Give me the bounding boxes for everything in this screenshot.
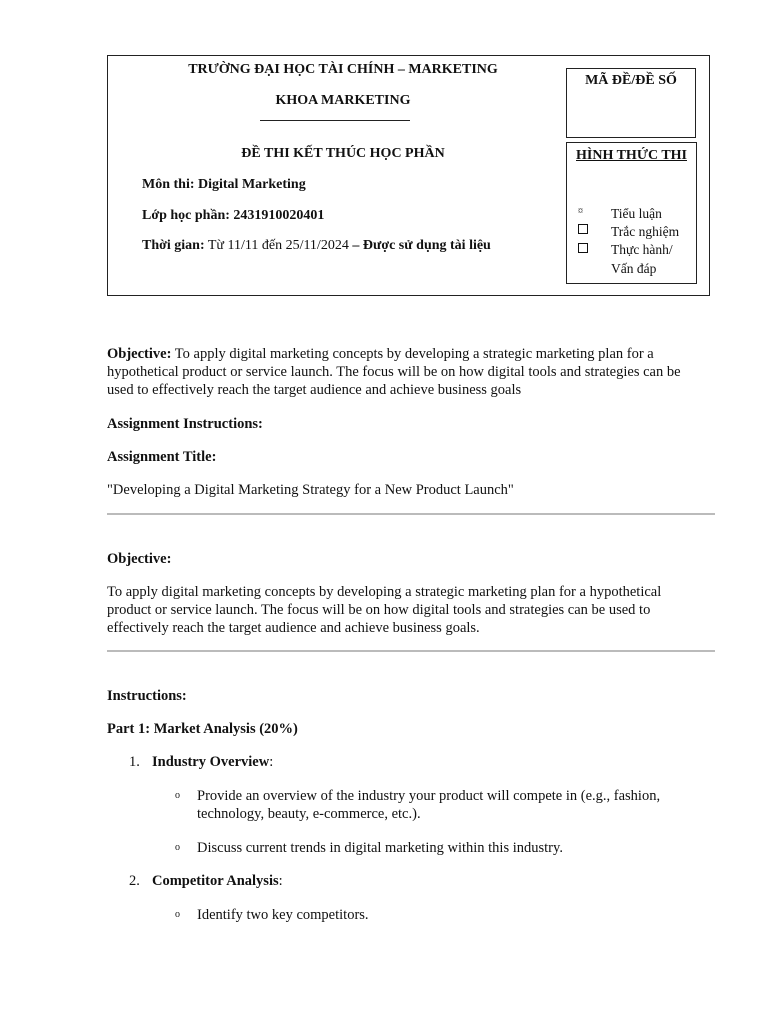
- item2-title: Competitor Analysis: [152, 873, 279, 889]
- format-option-multiple-choice: Trắc nghiệm: [611, 224, 680, 239]
- objective-paragraph: [107, 345, 727, 363]
- item2-heading: [152, 872, 283, 890]
- time-label: Thời gian:: [142, 238, 205, 253]
- time-value: Từ 11/11 đến 25/11/2024: [207, 238, 349, 253]
- format-option-essay: Tiểu luận: [611, 206, 662, 221]
- instructions-heading: Instructions:: [107, 688, 187, 704]
- bullet1b-text: Discuss current trends in digital marketing within this industry.: [197, 840, 563, 856]
- item2-number: 2.: [129, 873, 140, 889]
- subject-line: [142, 177, 306, 193]
- part1-heading: Part 1: Market Analysis (20%): [107, 721, 298, 737]
- exam-code-label: MÃ ĐỀ/ĐỀ SỐ: [585, 73, 677, 88]
- objective2-line-2: product or service launch. The focus will be on how digital tools and strategies can be used to: [107, 602, 651, 618]
- section-divider-2: [107, 650, 715, 652]
- class-value: 2431910020401: [233, 208, 325, 223]
- university-name: TRƯỜNG ĐẠI HỌC TÀI CHÍNH – MARKETING: [188, 62, 498, 77]
- bullet1a-line-2: technology, beauty, e-commerce, etc.).: [197, 806, 421, 822]
- essay-bullet-icon: ¤: [578, 206, 583, 217]
- bullet1a-line-1: Provide an overview of the industry your product will compete in (e.g., fashion,: [197, 788, 661, 804]
- bullet-icon: o: [175, 790, 180, 801]
- item1-number: 1.: [129, 754, 140, 770]
- assignment-instructions-heading: Assignment Instructions:: [107, 416, 263, 432]
- item1-colon: :: [269, 754, 274, 770]
- class-line: [142, 208, 324, 224]
- time-note: – Được sử dụng tài liệu: [352, 238, 491, 253]
- subject-label: Môn thi:: [142, 177, 195, 192]
- exam-format-label: HÌNH THỨC THI: [576, 148, 687, 163]
- format-option-oral: Vấn đáp: [611, 261, 657, 276]
- item1-heading: [152, 753, 273, 771]
- objective-text-1: To apply digital marketing concepts by developing a strategic marketing plan for a: [174, 346, 654, 362]
- practical-oral-checkbox[interactable]: [578, 243, 588, 253]
- objective-label: Objective:: [107, 346, 172, 362]
- faculty-underline: [260, 120, 410, 121]
- format-option-practical: Thực hành/: [611, 242, 673, 257]
- assignment-title: "Developing a Digital Marketing Strategy for a New Product Launch": [107, 482, 514, 498]
- multiple-choice-checkbox[interactable]: [578, 224, 588, 234]
- exam-title: ĐỀ THI KẾT THÚC HỌC PHẦN: [241, 146, 445, 161]
- bullet2a-text: Identify two key competitors.: [197, 907, 369, 923]
- objective2-label: Objective:: [107, 551, 172, 567]
- time-line: [142, 238, 491, 254]
- objective2-line-1: To apply digital marketing concepts by developing a strategic marketing plan for a hypothetical: [107, 584, 662, 600]
- subject-value: Digital Marketing: [198, 177, 306, 192]
- objective2-line-3: effectively reach the target audience and achieve business goals.: [107, 620, 480, 636]
- objective-text-2: hypothetical product or service launch. The focus will be on how digital tools and strategies can be: [107, 364, 681, 380]
- bullet-icon: o: [175, 909, 180, 920]
- objective-text-3: used to effectively reach the target audience and achieve business goals: [107, 382, 522, 398]
- assignment-title-label: Assignment Title:: [107, 449, 217, 465]
- class-label: Lớp học phần:: [142, 208, 230, 223]
- bullet-icon: o: [175, 842, 180, 853]
- faculty-name: KHOA MARKETING: [275, 93, 411, 108]
- item1-title: Industry Overview: [152, 754, 270, 770]
- item2-colon: :: [278, 873, 283, 889]
- section-divider: [107, 513, 715, 515]
